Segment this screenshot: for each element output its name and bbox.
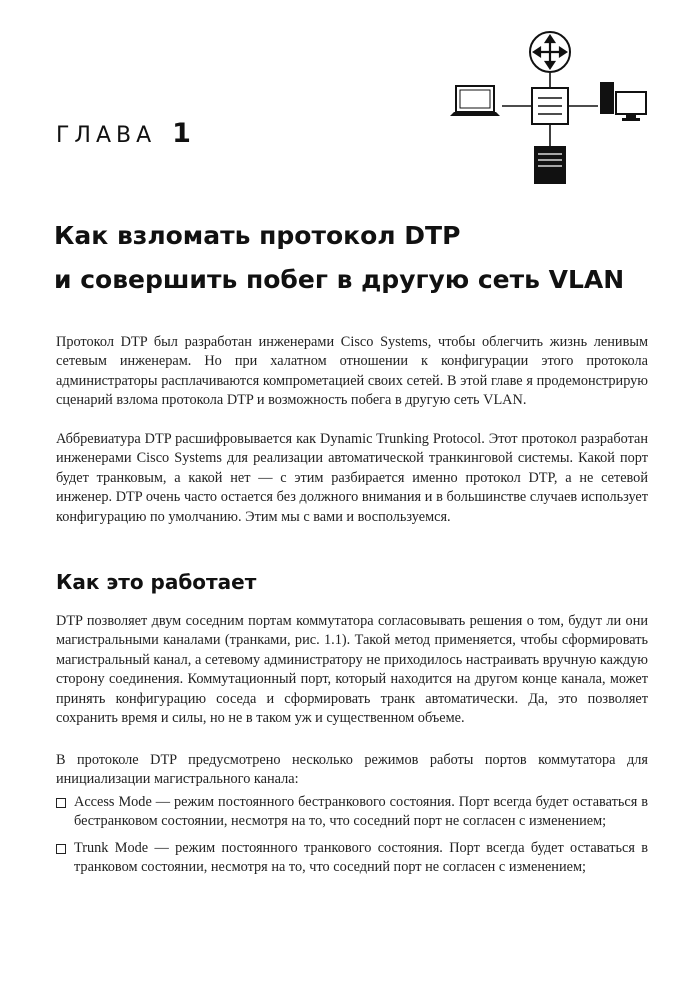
server-icon xyxy=(534,146,566,184)
modes-intro-paragraph: В протоколе DTP предусмотрено несколько режимов работы портов коммутатора для инициализации магистрального канала: xyxy=(56,752,648,788)
chapter-label xyxy=(56,118,191,149)
router-icon xyxy=(530,32,570,72)
list-item-text: Trunk Mode — режим постоянного транкового состояния. Порт всегда будет оставаться в транковом состоянии, несмотря на то, что соседний порт не согласен с изменением; xyxy=(74,839,648,876)
switch-icon xyxy=(532,88,568,124)
checkbox-bullet-icon xyxy=(56,844,66,854)
laptop-icon xyxy=(450,86,500,116)
network-diagram xyxy=(450,28,660,188)
chapter-title xyxy=(54,214,674,302)
checkbox-bullet-icon xyxy=(56,798,66,808)
list-item-text: Access Mode — режим постоянного бестранкового состояния. Порт всегда будет оставаться в бестранковом состоянии, несмотря на то, что соседний порт не согласен с изменением; xyxy=(74,794,648,830)
section-heading: Как это работает xyxy=(56,570,257,594)
chapter-word: ГЛАВА xyxy=(56,123,157,148)
chapter-title-line-1: Как взломать протокол DTP xyxy=(54,221,461,250)
modes-list xyxy=(56,793,648,885)
desktop-computer-icon xyxy=(600,82,646,121)
list-item xyxy=(56,793,648,832)
dtp-definition-paragraph: Аббревиатура DTP расшифровывается как Dynamic Trunking Protocol. Этот протокол разработан инженерами Cisco Systems для реализации автоматической транкинговой системы. Какой порт будет транковым, а какой нет — с этим разбирается именно протокол DTP, а не сетевой инженер. DTP очень часто остается без должного внимания и в большинстве случаев использует конфигурацию по умолчанию. Этим мы с вами и воспользуемся. xyxy=(56,431,648,525)
chapter-number: 1 xyxy=(172,118,191,149)
intro-paragraph: Протокол DTP был разработан инженерами Cisco Systems, чтобы облегчить жизнь ленивым сетевым инженерам. Но при халатном отношении к конфигурации этого протокола администраторы расплачиваются компрометацией своих сетей. В этой главе я продемонстрирую сценарий взлома протокола DTP и возможность побега в другую сеть VLAN. xyxy=(56,334,648,409)
list-item xyxy=(56,839,648,878)
how-it-works-paragraph: DTP позволяет двум соседним портам коммутатора согласовывать решения о том, будут ли они магистральными каналами (транками, рис. 1.1). Такой метод применяется, чтобы сформировать магистральный канал, а сетевому администратору не приходилось настраивать вручную каждую сторону соединения. Коммутационный порт, который находится на другом конце канала, может принять конфигурацию соседа и сформировать транк автоматически. Да, это позволяет сохранить время и силы, но не в таком уж и существенном объеме. xyxy=(56,613,648,727)
chapter-title-line-2: и совершить побег в другую сеть VLAN xyxy=(54,265,625,294)
